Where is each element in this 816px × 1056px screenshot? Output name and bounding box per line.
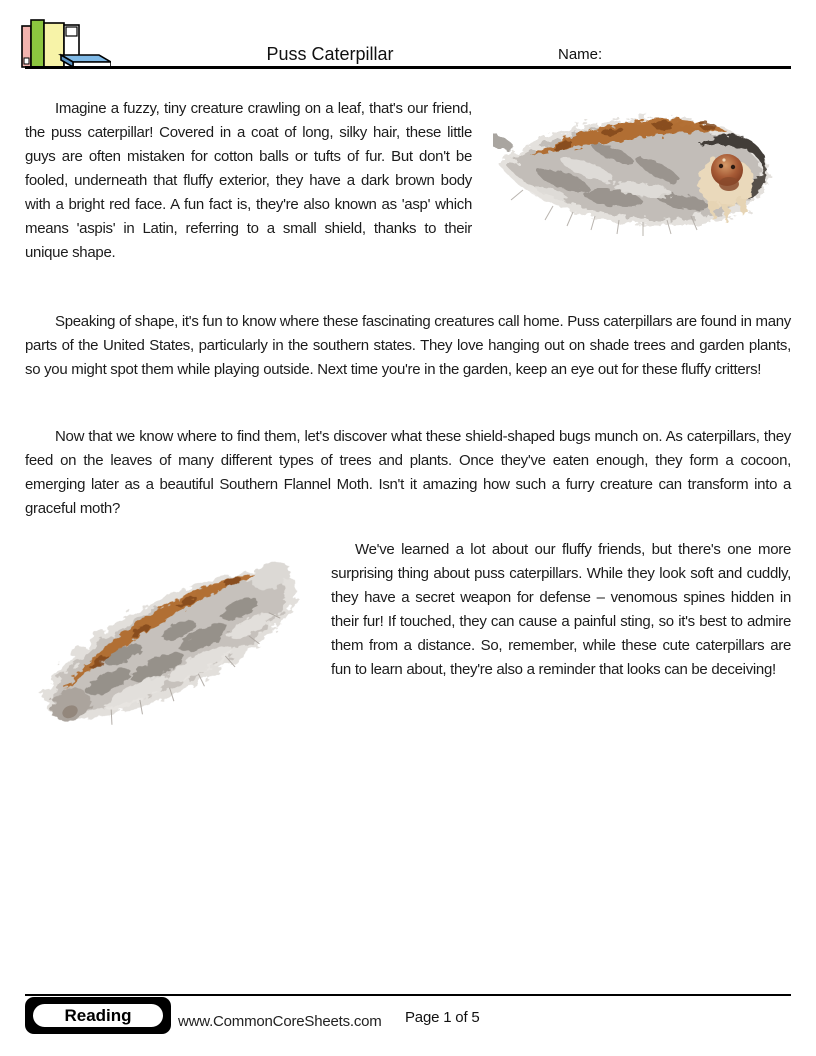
header-rule (25, 66, 791, 69)
books-logo-icon (19, 12, 111, 68)
website-text: www.CommonCoreSheets.com (178, 1013, 382, 1030)
page-number: Page 1 of 5 (405, 1009, 480, 1026)
page-title: Puss Caterpillar (266, 44, 394, 64)
paragraph-4: We've learned a lot about our fluffy friends, but there's one more surprising thing about puss caterpillars. While they look soft and cuddly, they have a secret weapon for defense – venomous spines hidden in their fur! If touched, they can cause a painful sting, so it's best to admire them from a distance. So, remember, while these cute caterpillars are fun to learn about, they're also a reminder that looks can be deceiving! (331, 541, 791, 678)
category-badge (25, 997, 171, 1034)
footer-rule (25, 994, 791, 996)
caterpillar-photo-bottom (28, 543, 313, 735)
paragraph-1: Imagine a fuzzy, tiny creature crawling on a leaf, that's our friend, the puss caterpillar! Covered in a coat of long, silky hair, these little guys are often mistaken for cotton balls or tufts of fur. But don't be fooled, underneath that fluffy exterior, they have a dark brown body with a bright red face. A fun fact is, they're also known as 'asp' which means 'aspis' in Latin, referring to a small shield, thanks to their unique shape. (25, 100, 472, 261)
paragraph-2: Speaking of shape, it's fun to know where these fascinating creatures call home. Puss caterpillars are found in many parts of the United States, particularly in the southern states. They love hanging out on shade trees and garden plants, so you might spot them while playing outside. Next time you're in the garden, keep an eye out for these fluffy critters! (25, 313, 791, 378)
category-badge-label: Reading (31, 1002, 165, 1029)
paragraph-3: Now that we know where to find them, let's discover what these shield-shaped bugs munch on. As caterpillars, they feed on the leaves of many different types of trees and plants. Once they've eaten enough, they form a cocoon, emerging later as a beautiful Southern Flannel Moth. Isn't it amazing how such a furry creature can transform into a graceful moth? (25, 428, 791, 517)
name-label: Name: (558, 46, 603, 63)
caterpillar-photo-top (493, 110, 795, 238)
